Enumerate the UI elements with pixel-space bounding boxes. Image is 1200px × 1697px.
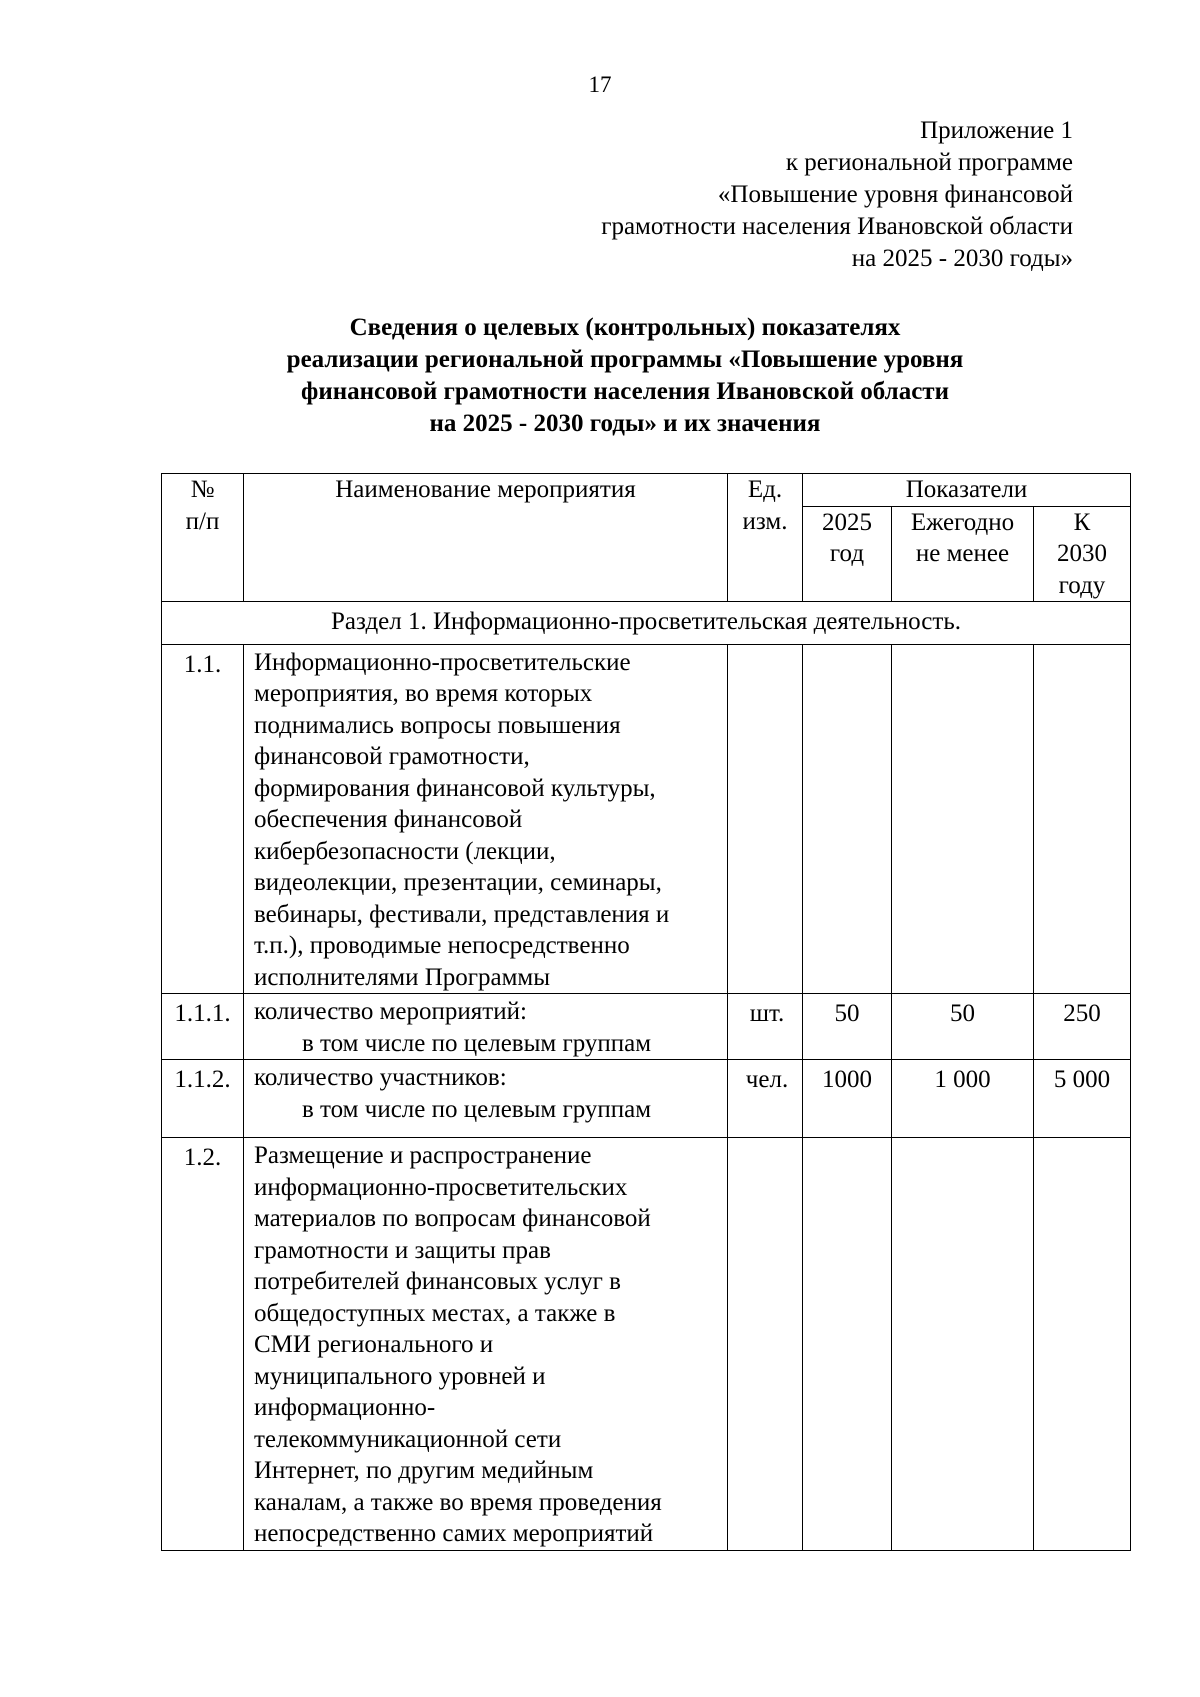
header-annual: Ежегодно не менее <box>892 506 1034 602</box>
row-number: 1.1.2. <box>162 1060 244 1138</box>
row-value-2025 <box>803 644 892 994</box>
header-num: № п/п <box>162 474 244 602</box>
appendix-line: грамотности населения Ивановской области <box>601 213 1073 240</box>
page-number: 17 <box>588 72 612 97</box>
title-line: финансовой грамотности населения Ивановской области <box>301 378 949 405</box>
row-unit <box>728 1138 803 1551</box>
section-row <box>162 602 1131 645</box>
row-value-annual: 1 000 <box>892 1060 1034 1138</box>
row-number: 1.2. <box>162 1138 244 1551</box>
appendix-line: «Повышение уровня финансовой <box>717 181 1073 208</box>
row-value-annual: 50 <box>892 994 1034 1060</box>
header-indicators: Показатели <box>803 474 1131 507</box>
table-row <box>162 644 1131 994</box>
row-number: 1.1. <box>162 644 244 994</box>
row-value-2025: 50 <box>803 994 892 1060</box>
header-row <box>162 474 1131 507</box>
row-number: 1.1.1. <box>162 994 244 1060</box>
row-name: Информационно-просветительские мероприятия, во время которых поднимались вопросы повышения финансовой грамотности, формирования финансовой культуры, обеспечения финансовой кибербезопасности (лекции, видеолекции, презентации, семинары, вебинары, фестивали, представления и т.п.), проводимые непосредственно исполнителями Программы <box>244 644 728 994</box>
header-name: Наименование мероприятия <box>244 474 728 602</box>
row-value-2030: 250 <box>1034 994 1131 1060</box>
title-line: Сведения о целевых (контрольных) показателях <box>349 314 901 341</box>
title-line: реализации региональной программы «Повышение уровня <box>286 346 964 373</box>
header-2030: К 2030 году <box>1034 506 1131 602</box>
row-value-2025: 1000 <box>803 1060 892 1138</box>
row-name: количество мероприятий: в том числе по целевым группам <box>244 994 728 1060</box>
appendix-note <box>453 115 1073 275</box>
document-title <box>160 312 1090 440</box>
appendix-line: к региональной программе <box>785 149 1073 176</box>
appendix-line: Приложение 1 <box>920 117 1073 144</box>
row-value-2030 <box>1034 644 1131 994</box>
header-unit: Ед. изм. <box>728 474 803 602</box>
title-line: на 2025 - 2030 годы» и их значения <box>429 410 821 437</box>
table-row <box>162 1060 1131 1138</box>
row-value-annual <box>892 1138 1034 1551</box>
row-unit: чел. <box>728 1060 803 1138</box>
row-unit <box>728 644 803 994</box>
row-name: Размещение и распространение информационно-просветительских материалов по вопросам финансовой грамотности и защиты прав потребителей финансовых услуг в общедоступных местах, а также в СМИ регионального и муниципального уровней и информационно- телекоммуникационной сети Интернет, по другим медийным каналам, а также во время проведения непосредственно самих мероприятий <box>244 1138 728 1551</box>
appendix-line: на 2025 - 2030 годы» <box>851 245 1073 272</box>
row-value-2030: 5 000 <box>1034 1060 1131 1138</box>
row-value-2030 <box>1034 1138 1131 1551</box>
row-value-2025 <box>803 1138 892 1551</box>
row-value-annual <box>892 644 1034 994</box>
section-title: Раздел 1. Информационно-просветительская деятельность. <box>162 602 1131 645</box>
table-row <box>162 1138 1131 1551</box>
indicators-table <box>161 473 1131 1551</box>
row-unit: шт. <box>728 994 803 1060</box>
row-name: количество участников: в том числе по целевым группам <box>244 1060 728 1138</box>
table-row <box>162 994 1131 1060</box>
header-2025: 2025 год <box>803 506 892 602</box>
